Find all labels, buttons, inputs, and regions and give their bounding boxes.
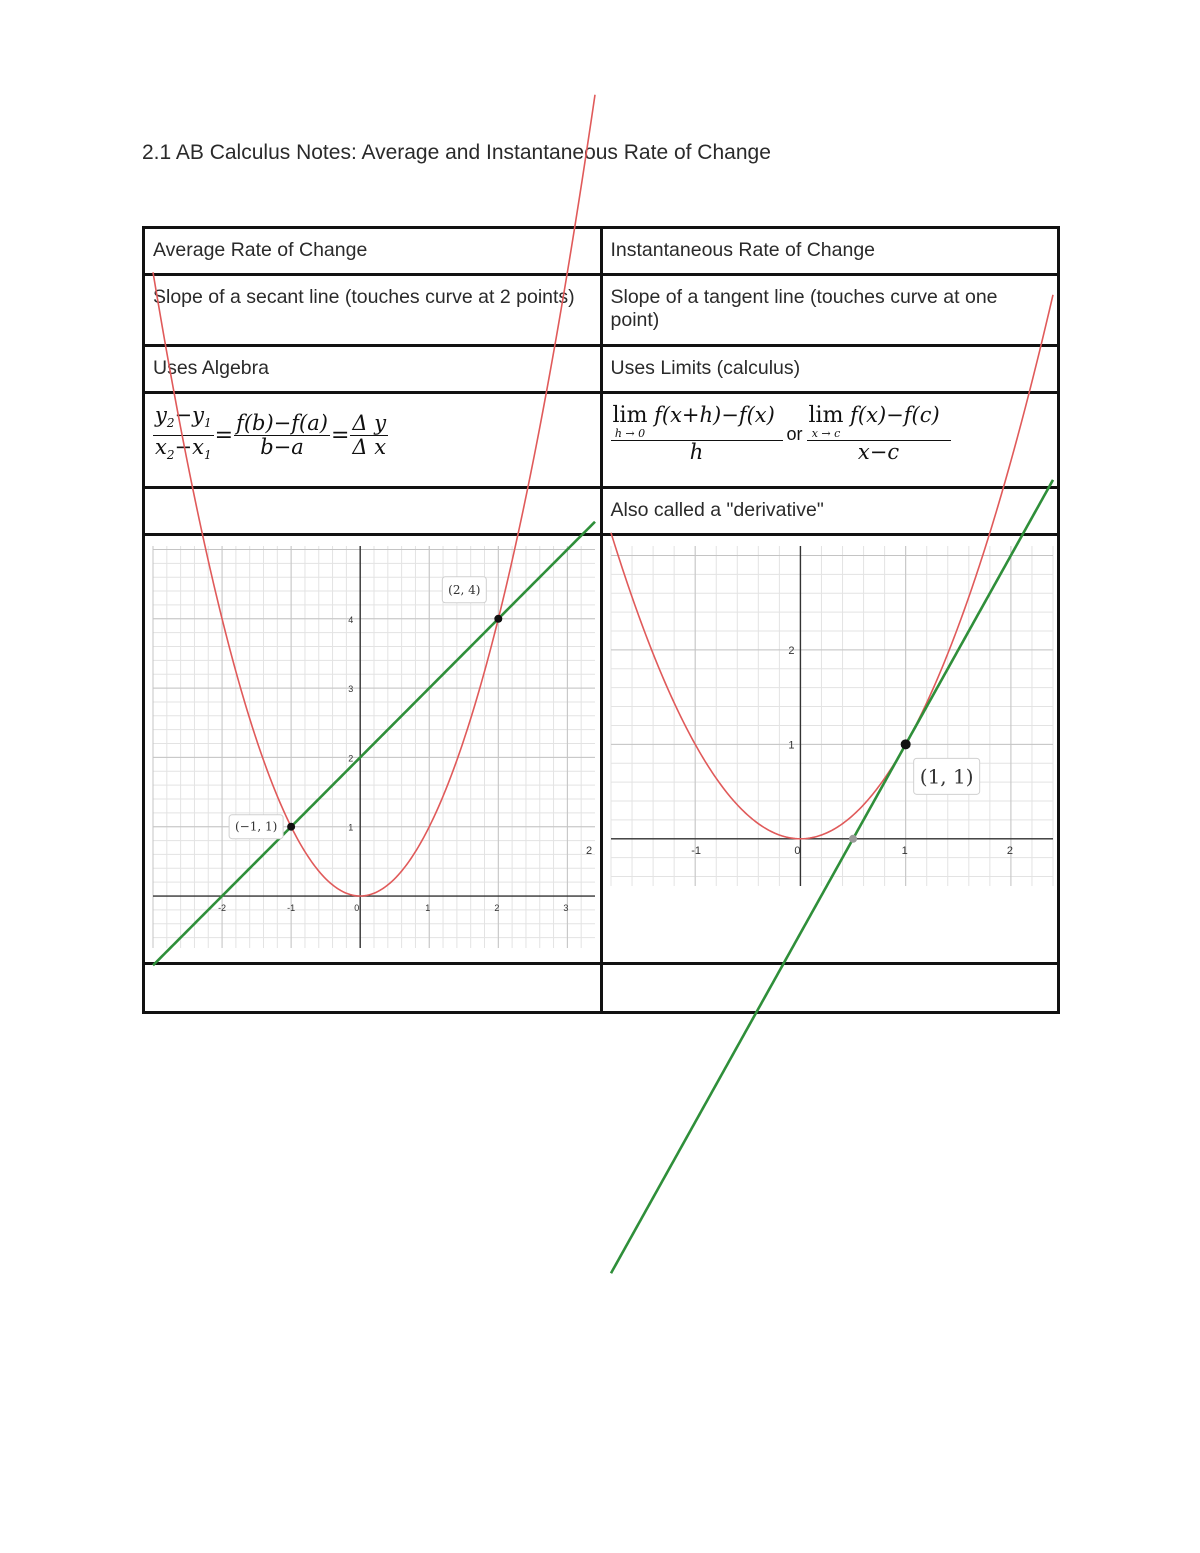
table-row — [144, 393, 1059, 488]
y-tick-label: 3 — [348, 684, 354, 695]
tangent-line-graph — [585, 546, 1053, 886]
header-instantaneous-rate: Instantaneous Rate of Change — [601, 228, 1059, 275]
notes-table — [142, 226, 1060, 1014]
point-label: (2, 4) — [448, 582, 481, 597]
empty-cell — [601, 964, 1059, 1013]
uses-algebra: Uses Algebra — [144, 346, 602, 393]
secant-description: Slope of a secant line (touches curve at 2 points) — [144, 275, 602, 346]
delta-fraction: $\frac{\text{Δ y}}{\text{Δ x}}$ — [352, 411, 387, 460]
table-row — [144, 964, 1059, 1013]
x-tick-label: -1 — [287, 903, 296, 914]
slope-fraction: $\frac{y_2-y_1}{x_2-x_1}$ — [155, 403, 212, 463]
derivative-note: Also called a "derivative" — [601, 488, 1059, 535]
x-tick-label: 0 — [793, 844, 801, 857]
x-tick-label: 2 — [1006, 844, 1013, 857]
table-row — [144, 346, 1059, 393]
page-title: 2.1 AB Calculus Notes: Average and Instantaneous Rate of Change — [142, 141, 771, 164]
table-row — [144, 535, 1059, 964]
table-row — [144, 488, 1059, 535]
x-tick-label: -1 — [690, 844, 701, 857]
limit-h-fraction: lim h → 0 f(x+h)−f(x) h — [611, 404, 783, 464]
x-tick-label: 2 — [585, 844, 592, 857]
table-row — [144, 228, 1059, 275]
x-tick-label: 0 — [354, 903, 360, 914]
x-tick-label: 1 — [901, 844, 908, 857]
y-tick-label: 2 — [348, 753, 354, 764]
data-point — [849, 835, 857, 843]
point-label: (1, 1) — [919, 764, 974, 789]
header-average-rate: Average Rate of Change — [144, 228, 602, 275]
x-tick-label: 3 — [563, 903, 569, 914]
x-tick-label: -2 — [218, 903, 227, 914]
limit-c-fraction: lim x → c f(x)−f(c) x−c — [807, 404, 951, 464]
instantaneous-rate-formula — [601, 393, 1059, 488]
data-point — [494, 615, 502, 623]
point-label: (−1, 1) — [234, 819, 278, 834]
empty-cell — [144, 964, 602, 1013]
data-point — [900, 739, 910, 749]
y-tick-label: 2 — [787, 644, 795, 657]
table-row — [144, 275, 1059, 346]
data-point — [287, 823, 295, 831]
tangent-graph-cell — [585, 535, 1059, 964]
y-tick-label: 1 — [787, 739, 795, 752]
x-tick-label: 2 — [494, 903, 500, 914]
inst-formula: lim h → 0 f(x+h)−f(x) h or lim x → c f(x)−f(c) x−c — [611, 421, 951, 445]
average-rate-formula — [144, 393, 602, 488]
secant-graph-cell — [144, 535, 602, 964]
empty-cell — [144, 488, 602, 535]
tangent-description: Slope of a tangent line (touches curve at one point) — [601, 275, 1059, 346]
avg-formula: $\frac{y_2-y_1}{x_2-x_1}$ = $\frac{f(b)-f(a)}{b-a}$ = $\frac{\text{Δ y}}{\text{Δ x}}$ — [153, 422, 388, 446]
y-tick-label: 4 — [348, 614, 354, 625]
x-tick-label: 1 — [425, 903, 431, 914]
function-fraction: $\frac{f(b)-f(a)}{b-a}$ — [236, 411, 328, 460]
secant-line-graph — [153, 546, 595, 948]
y-tick-label: 1 — [348, 822, 354, 833]
uses-limits: Uses Limits (calculus) — [601, 346, 1059, 393]
